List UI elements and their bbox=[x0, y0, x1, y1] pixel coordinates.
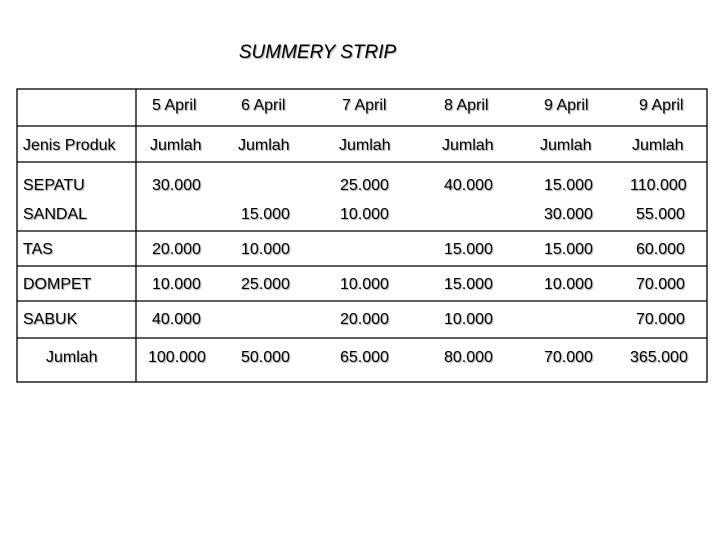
table-cell: 10.000 bbox=[340, 276, 389, 293]
total-cell: 65.000 bbox=[340, 349, 389, 366]
table-cell: 10.000 bbox=[444, 311, 493, 328]
table-cell: 25.000 bbox=[340, 177, 389, 194]
header-date-6: 9 April bbox=[639, 97, 684, 114]
total-cell: 100.000 bbox=[148, 349, 206, 366]
summary-table bbox=[16, 88, 708, 383]
subheader-value-3: Jumlah bbox=[339, 137, 391, 154]
table-cell: 15.000 bbox=[544, 241, 593, 258]
table-cell: 10.000 bbox=[152, 276, 201, 293]
total-cell: 365.000 bbox=[630, 349, 688, 366]
table-cell: 70.000 bbox=[636, 311, 685, 328]
table-cell: 30.000 bbox=[152, 177, 201, 194]
table-cell: 20.000 bbox=[340, 311, 389, 328]
table-cell: 10.000 bbox=[340, 206, 389, 223]
table-cell: 15.000 bbox=[544, 177, 593, 194]
total-label: Jumlah bbox=[46, 349, 98, 366]
subheader-value-1: Jumlah bbox=[150, 137, 202, 154]
subheader-label: Jenis Produk bbox=[23, 137, 116, 154]
header-date-4: 8 April bbox=[444, 97, 489, 114]
table-grid bbox=[16, 88, 708, 383]
header-date-1: 5 April bbox=[152, 97, 197, 114]
row-label-dompet: DOMPET bbox=[23, 276, 92, 293]
table-cell: 20.000 bbox=[152, 241, 201, 258]
row-label-sabuk: SABUK bbox=[23, 311, 78, 328]
table-cell: 40.000 bbox=[444, 177, 493, 194]
subheader-value-4: Jumlah bbox=[442, 137, 494, 154]
total-cell: 70.000 bbox=[544, 349, 593, 366]
table-cell: 10.000 bbox=[241, 241, 290, 258]
total-cell: 50.000 bbox=[241, 349, 290, 366]
table-cell: 70.000 bbox=[636, 276, 685, 293]
table-cell: 15.000 bbox=[444, 241, 493, 258]
table-cell: 15.000 bbox=[241, 206, 290, 223]
row-label-sandal: SANDAL bbox=[23, 206, 88, 223]
page-title: SUMMERY STRIP bbox=[238, 42, 397, 63]
total-cell: 80.000 bbox=[444, 349, 493, 366]
table-cell: 25.000 bbox=[241, 276, 290, 293]
table-cell: 30.000 bbox=[544, 206, 593, 223]
table-cell: 10.000 bbox=[544, 276, 593, 293]
table-cell: 40.000 bbox=[152, 311, 201, 328]
table-cell: 55.000 bbox=[636, 206, 685, 223]
row-label-tas: TAS bbox=[23, 241, 53, 258]
table-cell: 110.000 bbox=[630, 177, 687, 194]
table-cell: 60.000 bbox=[636, 241, 685, 258]
header-date-3: 7 April bbox=[342, 97, 387, 114]
row-label-sepatu: SEPATU bbox=[23, 177, 85, 194]
subheader-value-2: Jumlah bbox=[238, 137, 290, 154]
header-date-2: 6 April bbox=[241, 97, 286, 114]
subheader-value-5: Jumlah bbox=[540, 137, 592, 154]
table-cell: 15.000 bbox=[444, 276, 493, 293]
subheader-value-6: Jumlah bbox=[632, 137, 684, 154]
header-date-5: 9 April bbox=[544, 97, 589, 114]
